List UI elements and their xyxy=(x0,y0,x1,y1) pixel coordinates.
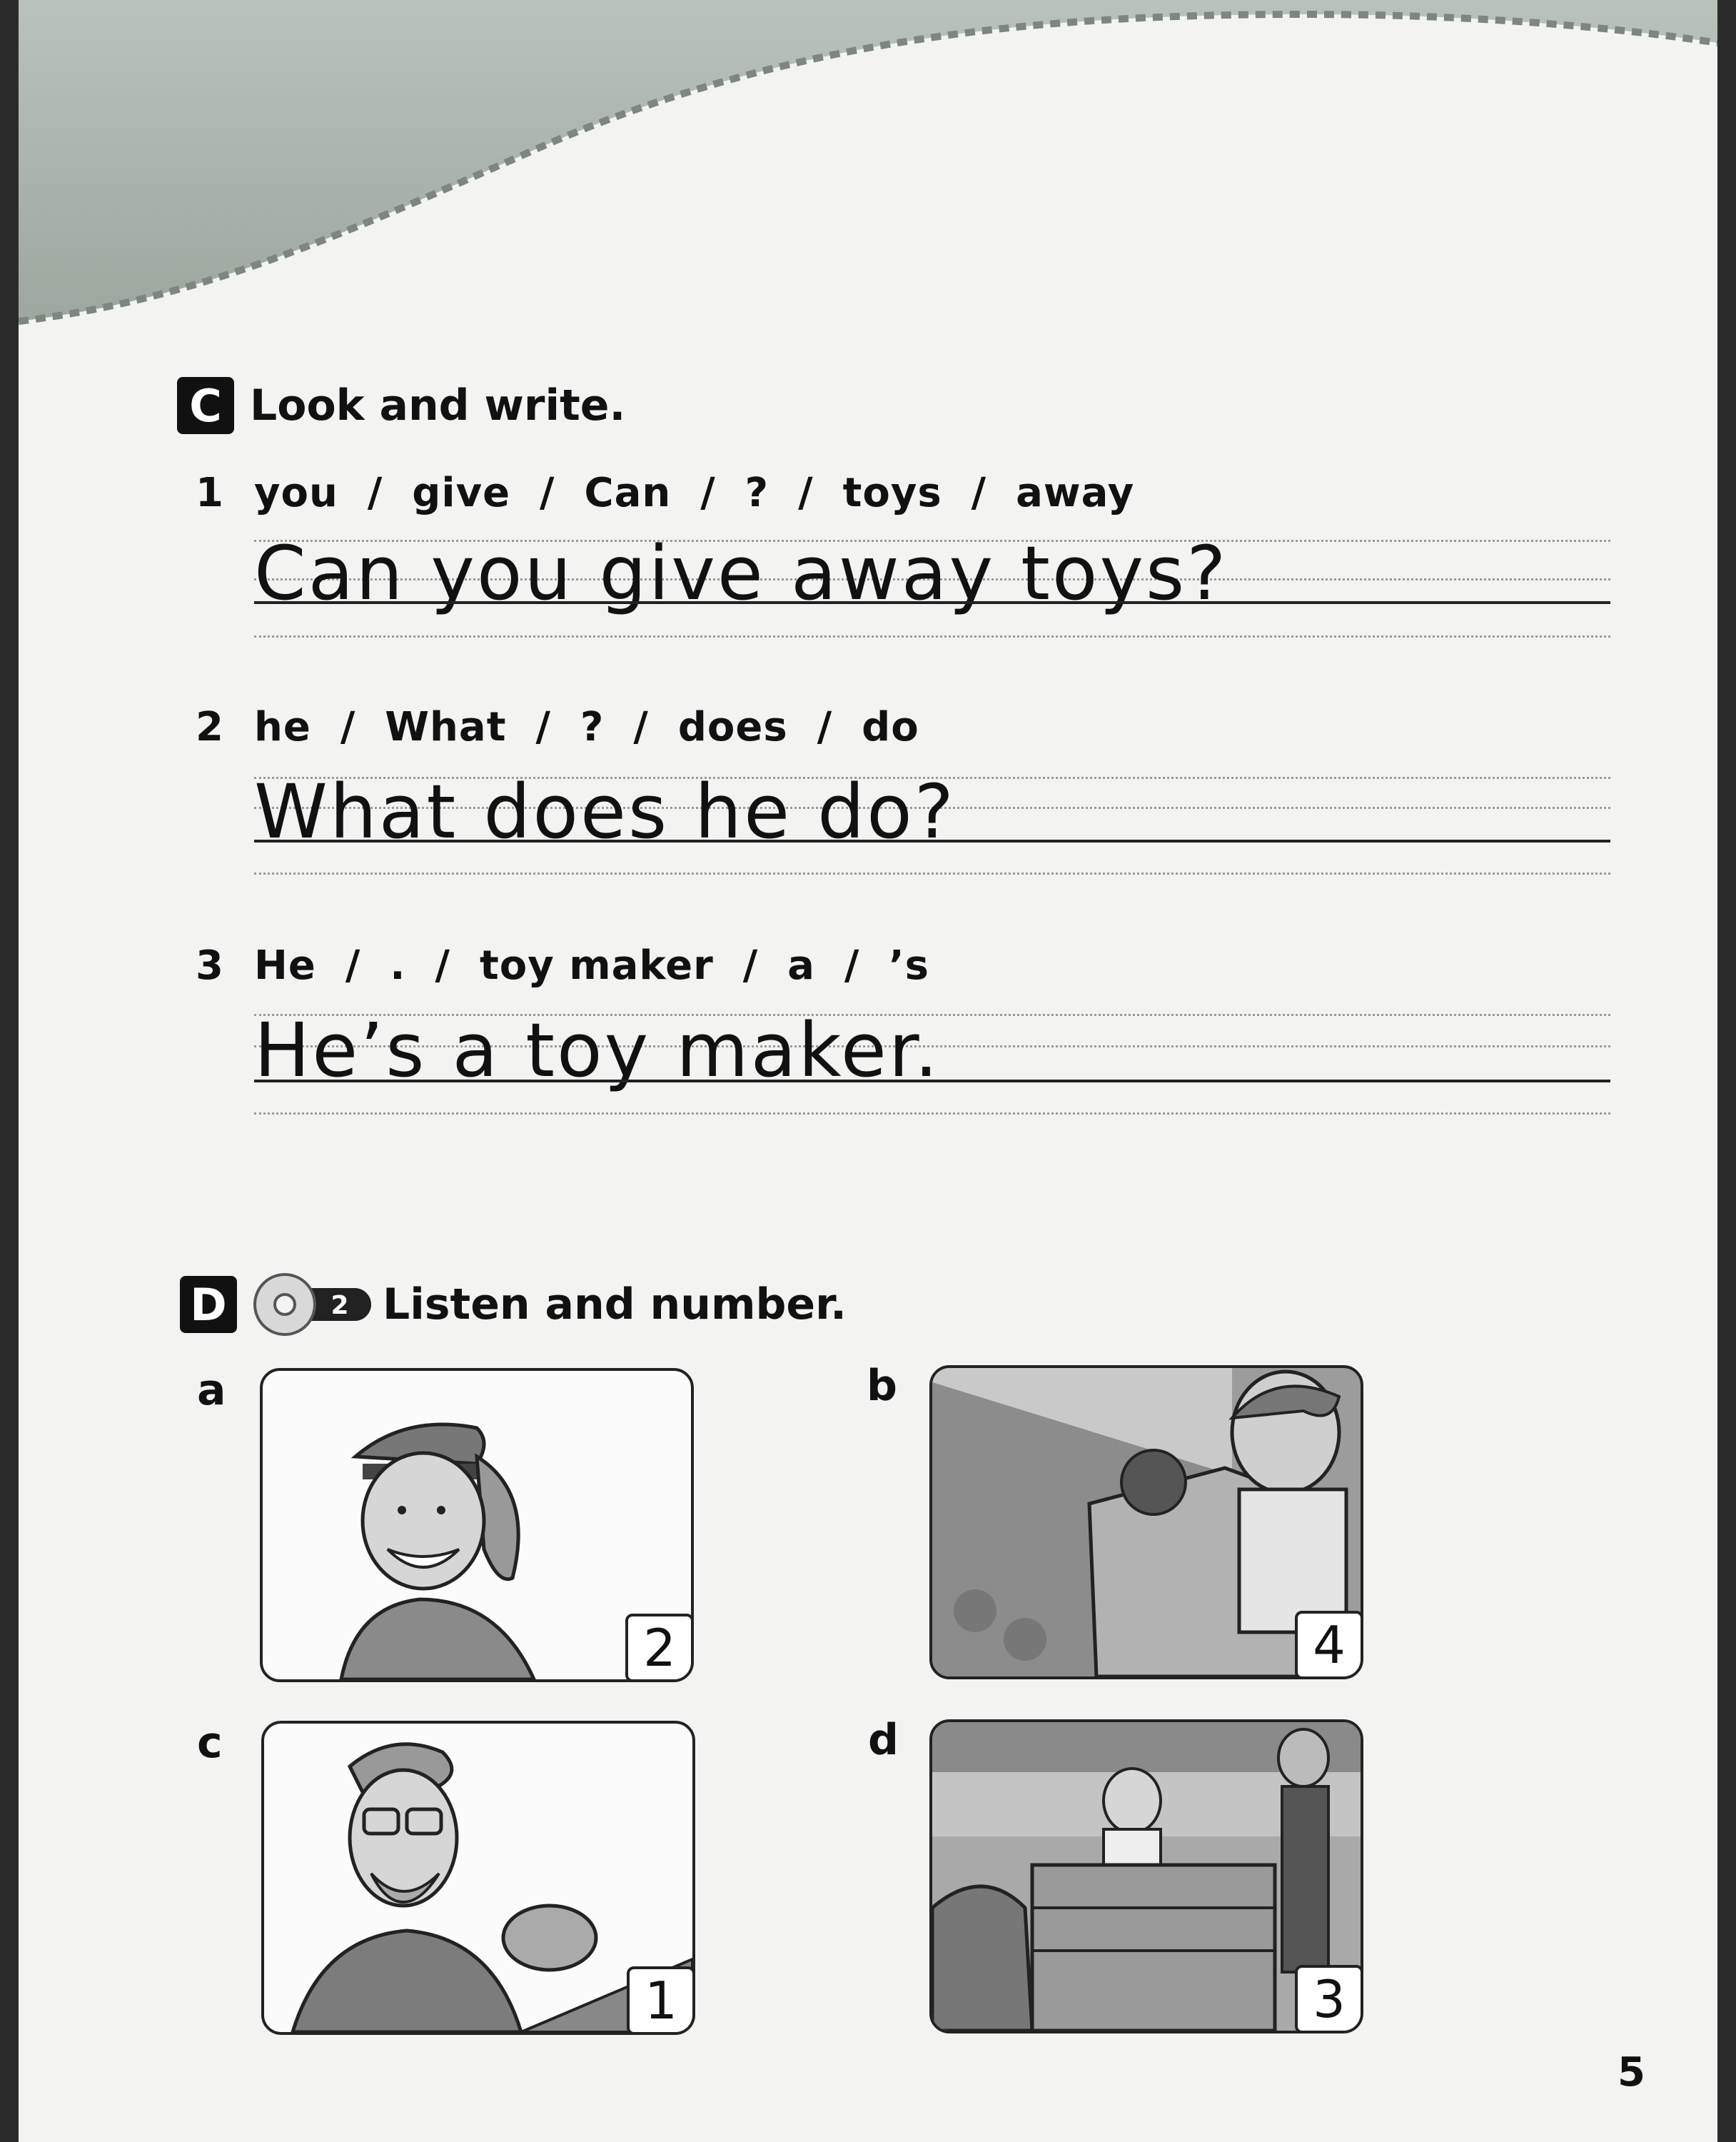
page-number: 5 xyxy=(1618,2049,1645,2096)
section-c-header xyxy=(177,377,625,434)
picture-c-toy-maker xyxy=(261,1721,695,2035)
item-3-answer: He’s a toy maker. xyxy=(254,1007,941,1094)
workbook-page xyxy=(19,0,1717,2142)
section-d-header xyxy=(180,1272,847,1337)
section-c-letter: C xyxy=(177,377,234,434)
picture-c-answer-box: 1 xyxy=(627,1966,695,2035)
item-2-prompt: he / What / ? / does / do xyxy=(254,704,919,750)
picture-d-toy-shop xyxy=(929,1719,1363,2033)
section-c-title: Look and write. xyxy=(250,381,626,431)
writing-guide-line xyxy=(254,873,1610,875)
audio-track-number: 2 xyxy=(330,1291,349,1320)
picture-b-answer-box: 4 xyxy=(1295,1611,1363,1679)
item-3-prompt: He / . / toy maker / a / ’s xyxy=(254,942,929,989)
item-1-number: 1 xyxy=(196,470,223,516)
item-2-answer: What does he do? xyxy=(254,768,956,855)
writing-baseline xyxy=(254,601,1610,604)
header-wave-decoration xyxy=(19,0,1717,371)
writing-baseline xyxy=(254,1080,1610,1082)
item-3-number: 3 xyxy=(196,942,223,989)
picture-b-label: b xyxy=(867,1361,897,1411)
section-d-title: Listen and number. xyxy=(383,1279,847,1329)
picture-d-label: d xyxy=(868,1715,899,1765)
audio-cd-icon xyxy=(253,1272,374,1337)
picture-a-answer-box: 2 xyxy=(625,1614,694,1682)
writing-baseline xyxy=(254,840,1610,843)
section-d-letter: D xyxy=(180,1276,237,1333)
item-2-number: 2 xyxy=(196,704,223,750)
item-1-answer: Can you give away toys? xyxy=(254,530,1228,617)
picture-a-police-officer xyxy=(260,1368,694,1682)
item-1-prompt: you / give / Can / ? / toys / away xyxy=(254,470,1135,516)
writing-guide-line xyxy=(254,635,1610,638)
picture-c-label: c xyxy=(197,1718,223,1768)
picture-b-toy-box xyxy=(929,1365,1363,1679)
writing-guide-line xyxy=(254,1112,1610,1115)
picture-d-answer-box: 3 xyxy=(1295,1965,1363,2033)
picture-a-label: a xyxy=(197,1365,226,1415)
